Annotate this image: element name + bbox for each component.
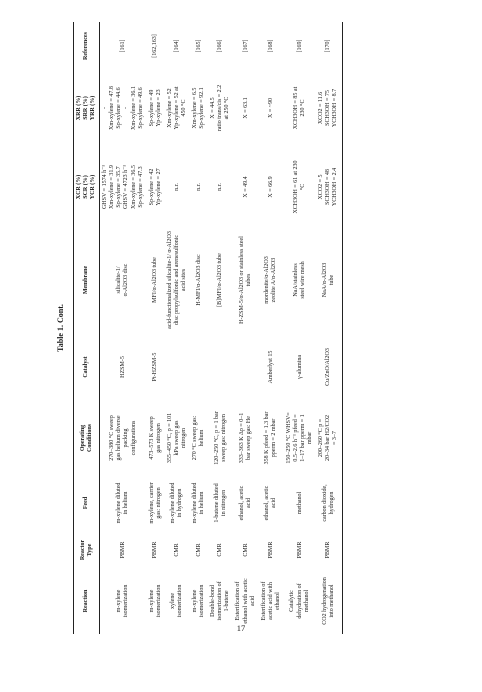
cell-line: tubes (246, 273, 253, 287)
cell-line: α-Al2O3 disc (123, 263, 130, 297)
membrane-cell (284, 228, 316, 332)
catalyst-cell (316, 332, 342, 402)
membrane-cell (316, 228, 342, 332)
cell-line: Xm-xylene = 36.5 (130, 165, 137, 209)
cell-line: Esterification of (235, 581, 242, 621)
header-line: YRR (%) (90, 95, 97, 121)
conditions-cell (284, 402, 316, 474)
cell-line: ethanol (274, 592, 281, 610)
conditions-cell (165, 402, 190, 474)
cell-line: n.r. (173, 183, 180, 191)
cell-line: CMR (195, 543, 202, 557)
cell-line: X = ~90 (267, 98, 274, 118)
cell-line: X = 44.5 (210, 97, 217, 119)
cell-line: Xm-xylene = 31.9 (109, 165, 116, 209)
rotated-table-block (56, 22, 456, 634)
rr-values-cell (208, 70, 233, 146)
cell-line: [165] (195, 39, 202, 53)
cell-line: 450 °C (181, 99, 188, 117)
cell-line: 355–450 °C, p = 101 (166, 412, 173, 464)
cell-line: 1-butene (224, 590, 231, 612)
cell-line: 1–17 bar pperm = 1 (300, 414, 307, 462)
membrane-cell (208, 228, 233, 332)
table-row (233, 22, 258, 634)
cell-line: dehydration of (296, 583, 303, 619)
cell-line: isomerization of (217, 581, 224, 621)
table-header (74, 22, 100, 634)
cell-line: PBMR (152, 541, 159, 559)
cell-line: methanol (303, 589, 310, 613)
cell-line: ethanol, acetic (264, 485, 271, 521)
catalyst-cell (208, 332, 233, 402)
catalyst-cell (259, 332, 284, 402)
cell-line: nitrogen (181, 428, 188, 448)
cell-line: steel wire mesh (300, 261, 307, 299)
cell-line: ethanol with acetic (242, 578, 249, 624)
reference-cell (208, 22, 233, 70)
table-body (100, 22, 342, 634)
cell-line: Xm-xylene = 6.5 (192, 87, 199, 129)
table-row (165, 22, 190, 634)
conditions-cell (233, 402, 258, 474)
cell-line: 333–363 K Δp = 0–1 (239, 412, 246, 464)
catalyst-cell (190, 332, 208, 402)
rr-values-cell (190, 70, 208, 146)
cell-line: Sp-xylene = 92.1 (199, 87, 206, 129)
cell-line: [166] (217, 39, 224, 53)
table-row (208, 22, 233, 634)
cell-line: PBMR (119, 541, 126, 559)
table-row (100, 22, 147, 634)
cell-line: MFI/α-Al2O3 tube (152, 257, 159, 303)
cell-line: CMR (242, 543, 249, 557)
catalyst-cell (100, 332, 147, 402)
header-references (74, 22, 100, 70)
cell-line: methanol (296, 491, 303, 515)
cell-line: m-xylene diluted (192, 482, 199, 524)
reference-cell (284, 22, 316, 70)
header-line: SRR (%) (83, 96, 90, 120)
reactor-type-cell (316, 532, 342, 568)
cell-line: CMR (217, 543, 224, 557)
cell-line: mordenite/α-Al2O3 (264, 256, 271, 304)
header-line: Reactor (79, 539, 86, 561)
cell-line: Pt-HZSM-5 (152, 352, 159, 382)
cr-values-cell (284, 146, 316, 228)
feed-cell (100, 474, 147, 532)
cell-line: Yp-xylene = 23 (155, 89, 162, 127)
cell-line: m-xylene diluted (116, 482, 123, 524)
cell-line: X = 49.4 (242, 176, 249, 198)
cell-line: 0.5–2.6 h⁻¹ pfeed = (293, 414, 300, 462)
cell-line: X = 63.1 (242, 97, 249, 119)
cell-line: Xm-xylene = 36.1 (130, 86, 137, 130)
cell-line: GHSV = 1574 h⁻¹ (102, 164, 109, 210)
reference-cell (147, 22, 165, 70)
rr-values-cell (165, 70, 190, 146)
header-feed (74, 474, 100, 532)
feed-cell (316, 474, 342, 532)
cell-line: [167] (242, 39, 249, 53)
reference-cell (233, 22, 258, 70)
cell-line: °C (300, 183, 307, 191)
cr-values-cell (100, 146, 147, 228)
conditions-cell (316, 402, 342, 474)
cell-line: Cu/ZnO/Al2O3 (325, 348, 332, 386)
cell-line: hydrogen (328, 491, 335, 515)
cell-line: Catalytic (289, 590, 296, 612)
reactor-type-cell (190, 532, 208, 568)
header-line: SCR (%) (83, 175, 90, 199)
cell-line: m-xylene diluted (170, 482, 177, 524)
cell-line: ratio trans/cis = 2.2 (217, 84, 224, 132)
rr-values-cell (284, 70, 316, 146)
cell-line: GHSV = 4723 h⁻¹ (123, 164, 130, 210)
feed-cell (233, 474, 258, 532)
header-cr-values (74, 146, 100, 228)
cell-line: n.r. (217, 183, 224, 191)
rr-values-cell (147, 70, 165, 146)
cell-line: in hydrogen (177, 488, 184, 518)
cell-line: Double-bond (210, 585, 217, 617)
cell-line: Yp-xylene = 52 at (173, 86, 180, 130)
header-operating-conditions (74, 402, 100, 474)
cell-line: PBMR (267, 541, 274, 559)
cell-line: - (102, 107, 109, 109)
cell-line: n.r. (195, 183, 202, 191)
cr-values-cell (208, 146, 233, 228)
cr-values-cell (259, 146, 284, 228)
cr-values-cell (165, 146, 190, 228)
cell-line: XCH3OH = 61 at 230 (293, 160, 300, 214)
cell-line: kPa sweep gas (173, 420, 180, 456)
cell-line: acetic acid with (267, 582, 274, 620)
rr-values-cell (259, 70, 284, 146)
header-line: Catalyst (83, 356, 90, 378)
cell-line: acid (246, 498, 253, 508)
cell-line: SCH3OH = 48 (325, 169, 332, 205)
header-line: Reaction (83, 589, 90, 613)
cell-line: Esterification of (260, 581, 267, 621)
cell-line: PBMR (325, 541, 332, 559)
cell-line: YCH3OH = 8.7 (332, 88, 339, 128)
cell-line: Yp-xylene = 27 (155, 168, 162, 206)
cell-line: PBMR (296, 541, 303, 559)
cell-line: 473–573 K sweep (148, 416, 155, 460)
reactor-type-cell (233, 532, 258, 568)
reference-cell (190, 22, 208, 70)
cell-line: 120–250 °C, p = 1 bar (213, 411, 220, 465)
cell-line: NaA/α-Al2O3 (321, 262, 328, 298)
cell-line: CMR (173, 543, 180, 557)
feed-cell (259, 474, 284, 532)
cell-line: H-ZSM-5/α-Al2O3 or stainless steel (239, 236, 246, 324)
cell-line: silicalite-1/ (116, 266, 123, 294)
cell-line: in nitrogen (220, 489, 227, 517)
reference-cell (165, 22, 190, 70)
cell-line: isomerization (199, 584, 206, 618)
cell-line: mbar (307, 431, 314, 445)
cell-line: zeolite A/α-Al2O3 (271, 257, 278, 303)
header-rr-values (74, 70, 100, 146)
cell-line: XCH3OH = 85 at (293, 86, 300, 130)
cell-line: [168] (267, 39, 274, 53)
cell-line: XCO2 = 11.6 (318, 91, 325, 125)
cr-values-cell (147, 146, 165, 228)
reactor-type-cell (284, 532, 316, 568)
cell-line: 358 K pfeed = 1.3 bar (264, 411, 271, 465)
table-caption: Table 1. Cont. (56, 304, 65, 352)
header-reactor-type (74, 532, 100, 568)
header-line: XCR (%) (76, 174, 82, 200)
cr-values-cell (190, 146, 208, 228)
reactor-type-cell (147, 532, 165, 568)
cell-line: 270–380 °C sweep (109, 415, 116, 461)
cell-line: gas: nitrogen (155, 487, 162, 519)
cell-line: xylene (170, 593, 177, 609)
cell-line: [164] (173, 39, 180, 53)
cell-line: [170] (325, 39, 332, 53)
membrane-cell (165, 228, 190, 332)
cell-line: m-xylene (192, 589, 199, 613)
feed-cell (147, 474, 165, 532)
feed-cell (208, 474, 233, 532)
reactor-type-cell (100, 532, 147, 568)
reference-cell (259, 22, 284, 70)
table-row (190, 22, 208, 634)
cell-line: pperm = 2 mbar (271, 418, 278, 458)
cell-line: ethanol, acetic (239, 485, 246, 521)
cell-line: Sp-xylene = 49 (148, 89, 155, 127)
cell-line: 230 °C (300, 99, 307, 117)
catalyst-cell (147, 332, 165, 402)
cell-line: 270 °C sweep gas: (192, 415, 199, 461)
feed-cell (284, 474, 316, 532)
table-row (284, 22, 316, 634)
catalyst-cell (284, 332, 316, 402)
cell-line: [169] (296, 39, 303, 53)
cell-line: tube (328, 274, 335, 286)
table-row (316, 22, 342, 634)
header-line: XRR (%) (76, 95, 82, 121)
header-membrane (74, 228, 100, 332)
table-row (259, 22, 284, 634)
rr-values-cell (100, 70, 147, 146)
membrane-cell (233, 228, 258, 332)
membrane-cell (100, 228, 147, 332)
cell-line: m-xylene, carrier (148, 482, 155, 524)
cell-line: acid (249, 596, 256, 606)
cell-line: HZSM-5 (119, 356, 126, 378)
cell-line: = 3–7 (332, 431, 339, 445)
cell-line: into methanol (328, 584, 335, 618)
cell-line: - (123, 107, 130, 109)
cell-line: H-MFI/α-Al2O3 disc (195, 254, 202, 306)
cr-values-cell (233, 146, 258, 228)
cell-line: isomerization (177, 584, 184, 618)
cell-line: NaA/stainless (293, 263, 300, 297)
rr-values-cell (233, 70, 258, 146)
cell-line: isomerization (123, 584, 130, 618)
cell-line: [B]MFI/α-Al2O3 tube (217, 253, 224, 307)
reactor-type-cell (208, 532, 233, 568)
header-line: Membrane (83, 265, 90, 295)
cell-line: γ-alumina (296, 355, 303, 379)
cell-line: 150–250 °C WHSV= (285, 412, 292, 464)
cell-line: sweep gas: nitrogen (220, 414, 227, 462)
header-line: References (83, 32, 90, 60)
cell-line: 200–260 °C p = (318, 418, 325, 458)
conditions-cell (208, 402, 233, 474)
header-row (74, 22, 100, 634)
cell-line: bar sweep gas: He (246, 416, 253, 460)
reference-cell (100, 22, 147, 70)
cell-line: Sp-xylene = 47.3 (137, 166, 144, 208)
cell-line: helium (199, 429, 206, 447)
cell-line: m-xylene (148, 589, 155, 613)
cell-line: isomerization (155, 584, 162, 618)
header-line: Conditions (86, 424, 93, 453)
data-table (73, 22, 343, 634)
cell-line: CO2 hydrogenation (321, 577, 328, 625)
header-line: Feed (83, 496, 90, 510)
cell-line: X = 66.9 (267, 176, 274, 198)
cell-line: in helium (199, 491, 206, 515)
cell-line: packing (123, 428, 130, 448)
conditions-cell (259, 402, 284, 474)
membrane-cell (147, 228, 165, 332)
cell-line: [161] (119, 39, 126, 53)
header-line: Operating (79, 424, 86, 452)
reactor-type-cell (259, 532, 284, 568)
cell-line: Sp-xylene = 49.6 (137, 87, 144, 129)
rr-values-cell (316, 70, 342, 146)
header-line: YCR (%) (90, 174, 97, 200)
cell-line: at 250 °C (224, 96, 231, 120)
conditions-cell (147, 402, 165, 474)
cell-line: acid-functionalized silicalite-1/ α-Al2O3 (166, 231, 173, 329)
cell-line: Sp-xylene = 44.6 (116, 87, 123, 129)
feed-cell (190, 474, 208, 532)
table-row (147, 22, 165, 634)
cell-line: Amberlyst 15 (267, 350, 274, 384)
cell-line: [162,163] (152, 34, 159, 58)
membrane-cell (190, 228, 208, 332)
reference-cell (316, 22, 342, 70)
cell-line: carbon dioxide, (321, 484, 328, 522)
cell-line: gas helium diverse (116, 415, 123, 461)
cell-line: configurations (130, 420, 137, 456)
cell-line: acid sites (181, 268, 188, 292)
cell-line: m-xylene (116, 589, 123, 613)
header-catalyst (74, 332, 100, 402)
cell-line: 20–34 bar H2/CO2 (325, 415, 332, 461)
catalyst-cell (165, 332, 190, 402)
reactor-type-cell (165, 532, 190, 568)
header-line: Type (86, 543, 93, 557)
feed-cell (165, 474, 190, 532)
conditions-cell (100, 402, 147, 474)
cell-line: Sp-xylene = 35.7 (116, 166, 123, 208)
cell-line: XCO2 = 5 (318, 174, 325, 200)
cell-line: YCH3OH = 2.4 (332, 167, 339, 207)
cell-line: gas nitrogen (155, 423, 162, 453)
cell-line: Xm-xylene = 52 (166, 88, 173, 128)
cell-line: acid (271, 498, 278, 508)
conditions-cell (190, 402, 208, 474)
cell-line: disc propylsulfonic and arenesulfonic (173, 234, 180, 326)
cell-line: Sp-xylene = 42 (148, 168, 155, 206)
cell-line: Xm-xylene = 47.8 (109, 86, 116, 130)
membrane-cell (259, 228, 284, 332)
cell-line: SCH3OH = 75 (325, 90, 332, 126)
catalyst-cell (233, 332, 258, 402)
cr-values-cell (316, 146, 342, 228)
page-number: 17 (236, 623, 246, 633)
cell-line: 1-butene diluted (213, 483, 220, 523)
cell-line: in helium (123, 491, 130, 515)
